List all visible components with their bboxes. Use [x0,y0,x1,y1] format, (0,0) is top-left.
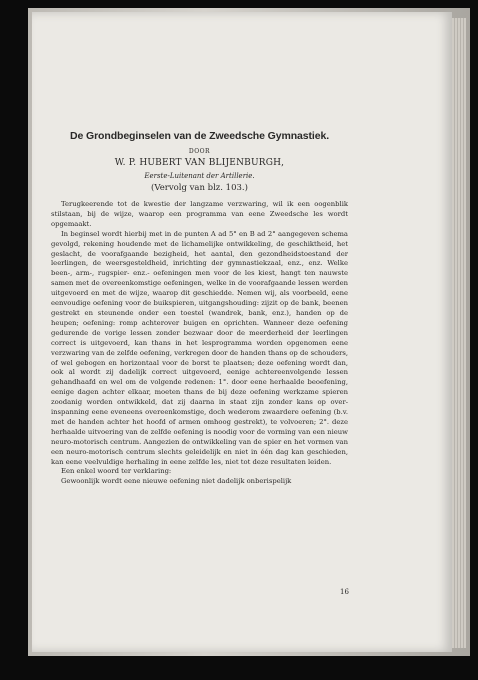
continuation-note: (Vervolg van blz. 103.) [151,183,248,193]
page-number: 16 [340,588,349,596]
paragraph: In beginsel wordt hierbij met in de punten A ad 5° en B ad 2° aangegeven schema gevolgd, rekening houdende met de lichamelijke ontwikkeling, de geschiktheid, het geslacht, de voorafgaande bezigheid, het aantal, den gezondheidstoestand der leerlingen, de weersgesteldheid, inrichting der gymnastiekzaal, enz., enz. Welke been-, arm-, rugspier- enz.- oefeningen men voor de les kiest, hangt ten nauwste samen met de overeenkomstige oefeningen, welke in de voorafgaande lessen werden uitgevoerd en met de wijze, waarop dit geschiedde. Nemen wij, als voorbeeld, eene eenvoudige oefening voor de buikspieren, uitgangshouding: zijzit op de bank, beenen gestrekt en steunende onder een toestel (wandrek, bank, enz.), handen op de heupen; oefening: romp achterover buigen en oprichten. Wanneer deze oefening gedurende de vorige lessen zonder bezwaar door de meerderheid der leerlingen correct is uitgevoerd, kan thans in het lesprogramma worden opgenomen eene verzwaring van de zelfde oefening, verkregen door de handen thans op de schouders, of wel gebogen en horizontaal voor de borst te plaatsen; deze oefening wordt dan, ook al wordt zij dadelijk correct uitgevoerd, eenige achtereenvolgende lessen gehandhaafd en wel om de volgende redenen: 1°. door eene herhaalde beoefening, eenige dagen achter elkaar, moeten thans de bij deze oefening werkzame spieren zoodanig worden ontwikkeld, dat zij daarna in staat zijn zonder kans op over-inspanning eene eveneens overeenkomstige, doch wederom zwaardere oefening (b.v. met de handen achter het hoofd of armen omhoog gestrekt), te volvoeren; 2°. deze herhaalde uitvoering van de zelfde oefening is noodig voor de vorming van een nieuw neuro-motorisch centrum. Aangezien de ontwikkeling van de spier en het vormen van een neuro-motorisch centrum slechts geleidelijk en niet in één dag kan geschieden, kan eene veelvuldige herhaling in eene zelfde les, niet tot deze resultaten leiden. [51,229,348,466]
author-rank: Eerste-Luitenant der Artillerie. [144,172,255,180]
author-name: W. P. HUBERT VAN BLIJENBURGH, [114,158,285,168]
byline: DOOR [188,148,211,155]
article-body [51,200,348,487]
article [51,130,348,487]
article-title: De Grondbeginselen van de Zweedsche Gymnastiek. [69,130,330,142]
paragraph: Een enkel woord ter verklaring: [61,467,172,476]
paragraph: Terugkeerende tot de kwestie der langzame verzwaring, wil ik een oogenblik stilstaan, bij de wijze, waarop een programma van eene Zweedsche les wordt opgemaakt. [51,200,348,228]
paragraph: Gewoonlijk wordt eene nieuwe oefening niet dadelijk onberispelijk [61,477,292,486]
page-edge [452,18,466,648]
